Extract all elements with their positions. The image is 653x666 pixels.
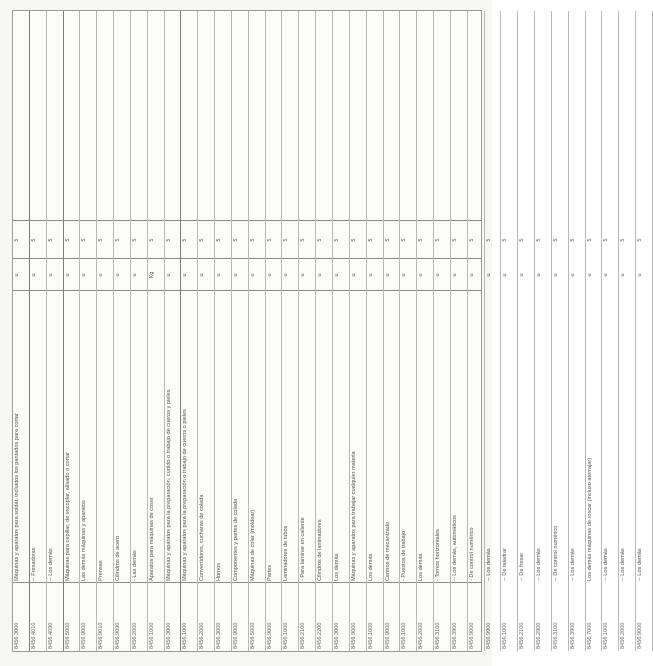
duty-rate: 5 [81, 238, 88, 242]
duty-rate: 5 [30, 238, 37, 242]
unit-of-measure: u [199, 273, 206, 277]
blank-cell [367, 11, 383, 221]
table-row [552, 11, 569, 651]
tariff-code: 8456.1000 [401, 622, 408, 649]
unit-of-measure: u [502, 273, 509, 277]
unit-of-measure: u [249, 273, 256, 277]
unit-of-measure: u [98, 273, 105, 277]
blank-cell [30, 11, 46, 221]
tariff-code: 8456.4010 [30, 622, 37, 649]
blank-cell [619, 11, 635, 221]
table-row [619, 11, 636, 651]
item-description: - Tornos horizontales [435, 529, 442, 581]
blank-cell [350, 11, 366, 221]
table-row [249, 11, 266, 651]
table-row [518, 11, 535, 651]
table-row [434, 11, 451, 651]
tariff-code: 8456.9900 [485, 622, 492, 649]
tariff-code: 8456.9000 [384, 622, 391, 649]
table-row [114, 11, 131, 651]
tariff-code: 8456.1000 [182, 622, 189, 649]
tariff-code: 8456.3000 [334, 622, 340, 649]
duty-rate: 5 [165, 238, 172, 242]
blank-cell [636, 11, 652, 221]
blank-cell [552, 11, 568, 221]
duty-rate: 5 [384, 238, 391, 242]
item-description: -- Los demás [603, 548, 610, 581]
item-description: - Puestos de trabajo [401, 530, 408, 581]
blank-cell [198, 11, 214, 221]
duty-rate: 5 [485, 238, 492, 242]
tariff-table [12, 10, 644, 652]
unit-of-measure: Kg [148, 271, 155, 279]
tariff-code: 8456.2100 [300, 622, 307, 649]
duty-rate: 5 [350, 238, 357, 242]
blank-cell [232, 11, 248, 221]
table-row [232, 11, 249, 651]
item-description: -- Los demás [569, 548, 576, 581]
duty-rate: 5 [418, 238, 425, 242]
item-description: Las demás máquinas y aparatos [81, 500, 88, 581]
tariff-code: 8456.5000 [64, 622, 71, 649]
table-row [333, 11, 350, 651]
unit-of-measure: u [165, 273, 172, 277]
blank-cell [384, 11, 400, 221]
unit-of-measure: u [620, 273, 627, 277]
table-row [636, 11, 653, 651]
item-description: Convertidores, cucharas de colada [199, 494, 206, 581]
unit-of-measure: u [367, 273, 374, 277]
blank-cell [80, 11, 96, 221]
table-row [181, 11, 198, 651]
duty-rate: 5 [47, 238, 54, 242]
item-description: Los demás [418, 553, 425, 581]
tariff-code: 8456.2100 [519, 622, 526, 649]
duty-rate: 5 [569, 238, 576, 242]
unit-of-measure: u [266, 273, 273, 277]
item-description: Los demás [367, 553, 374, 581]
blank-cell [434, 11, 450, 221]
duty-rate: 5 [232, 238, 239, 242]
unit-of-measure: u [401, 273, 408, 277]
table-row [215, 11, 232, 651]
blank-cell [64, 11, 80, 221]
unit-of-measure: u [350, 273, 357, 277]
unit-of-measure: u [384, 273, 391, 277]
blank-cell [47, 11, 63, 221]
tariff-code: 8456.1000 [502, 622, 509, 649]
item-description: Cilindros de laminadores [317, 519, 324, 581]
tariff-code: 8456.9000 [232, 622, 239, 649]
unit-of-measure: u [30, 273, 37, 277]
item-description: -- Los demás [47, 548, 54, 581]
blank-cell [400, 11, 416, 221]
duty-rate: 5 [401, 238, 408, 242]
duty-rate: 5 [502, 238, 509, 242]
table-row [384, 11, 401, 651]
tariff-code: 8456.9000 [266, 622, 273, 649]
item-description: Los demás máquinas de roscar (incluso aterrajar) [586, 457, 593, 581]
item-description: Componentes y partes de colada [232, 498, 239, 581]
duty-rate: 5 [199, 238, 206, 242]
item-description: Cilindros de acero [115, 535, 122, 581]
tariff-code: 8456.3000 [216, 622, 223, 649]
unit-of-measure: u [519, 273, 526, 277]
tariff-code: 8456.2000 [620, 622, 627, 649]
blank-cell [586, 11, 602, 221]
table-row [350, 11, 367, 651]
duty-rate: 5 [98, 238, 105, 242]
tariff-code: 8456.9000 [468, 622, 475, 649]
item-description: Máquinas y aparatos para trabajar cualquier materia [350, 451, 357, 581]
duty-rate: 5 [620, 238, 627, 242]
unit-of-measure: u [418, 273, 425, 277]
duty-rate: 5 [637, 238, 644, 242]
duty-rate: 5 [519, 238, 526, 242]
unit-of-measure: u [603, 273, 610, 277]
table-row [299, 11, 316, 651]
duty-rate: 5 [182, 238, 189, 242]
tariff-code: 8456.4090 [47, 622, 54, 649]
table-row [400, 11, 417, 651]
item-description: Máquinas y aparatos para la preparación, curtido o trabajo de cueros y pieles [165, 389, 172, 581]
blank-cell [316, 11, 332, 221]
duty-rate: 5 [317, 238, 324, 242]
tariff-code: 8456.9000 [81, 622, 88, 649]
duty-rate: 5 [367, 238, 374, 242]
item-description: Máquinas y aparatos para la preparación o trabajo de cueros o pieles [182, 409, 189, 581]
blank-cell [333, 11, 349, 221]
item-description: -- Los demás [637, 548, 644, 581]
item-description: Centros de mecanizado [384, 521, 391, 581]
table-row [316, 11, 333, 651]
item-description: -- Fresadoras [30, 547, 37, 581]
item-description: Hornos [216, 562, 223, 581]
duty-rate: 5 [334, 238, 340, 242]
item-description: -- De taladrar [502, 548, 509, 581]
item-description: - De control numérico [468, 527, 475, 581]
tariff-code: 8456.2000 [199, 622, 206, 649]
duty-rate: 5 [64, 238, 71, 242]
blank-cell [165, 11, 181, 221]
unit-of-measure: u [81, 273, 88, 277]
unit-of-measure: u [637, 273, 644, 277]
unit-of-measure: u [485, 273, 492, 277]
tariff-code: 8456.9010 [98, 622, 105, 649]
unit-of-measure: u [182, 273, 189, 277]
item-description: -- De control numérico [552, 525, 559, 581]
tariff-code: 8456.1000 [603, 622, 610, 649]
blank-cell [181, 11, 197, 221]
duty-rate: 5 [283, 238, 290, 242]
item-description: Aparatos para máquinas de coser [148, 497, 155, 581]
blank-cell [569, 11, 585, 221]
duty-rate: 5 [536, 238, 543, 242]
duty-rate: 5 [266, 238, 273, 242]
duty-rate: 5 [216, 238, 223, 242]
tariff-code: 8456.2000 [131, 622, 138, 649]
blank-cell [249, 11, 265, 221]
table-row [451, 11, 468, 651]
unit-of-measure: u [232, 273, 239, 277]
blank-cell [417, 11, 433, 221]
table-row [586, 11, 603, 651]
duty-rate: 5 [586, 238, 593, 242]
unit-of-measure: u [552, 273, 559, 277]
item-description: -- Los demás [620, 548, 627, 581]
tariff-code: 8456.3100 [435, 622, 442, 649]
item-description: -- De fresar [519, 552, 526, 581]
tariff-code: 8456.1000 [283, 622, 290, 649]
item-description: Los demás [334, 553, 340, 581]
table-row [148, 11, 165, 651]
blank-cell [282, 11, 298, 221]
unit-of-measure: u [300, 273, 307, 277]
unit-of-measure: u [131, 273, 138, 277]
duty-rate: 5 [115, 238, 122, 242]
duty-rate: 5 [300, 238, 307, 242]
table-row [485, 11, 502, 651]
item-description: Máquinas y aparatos para soldar, incluidos los pantados para cortar [14, 413, 20, 581]
duty-rate: 5 [451, 238, 458, 242]
unit-of-measure: u [216, 273, 223, 277]
duty-rate: 5 [552, 238, 559, 242]
unit-of-measure: u [468, 273, 475, 277]
blank-cell [114, 11, 130, 221]
item-description: -- Los demás, automáticos [451, 515, 458, 581]
tariff-code: 8456.3000 [14, 622, 20, 649]
blank-cell [97, 11, 113, 221]
table-row [367, 11, 384, 651]
blank-cell [266, 11, 282, 221]
item-description: -- Los demás [485, 548, 492, 581]
tariff-code: 8456.3900 [451, 622, 458, 649]
unit-of-measure: u [283, 273, 290, 277]
blank-cell [148, 11, 164, 221]
item-description: - Para laminar en caliente [300, 517, 307, 581]
unit-of-measure: u [435, 273, 442, 277]
item-description: Máquinas de colar (moldear) [249, 509, 256, 581]
table-row [198, 11, 215, 651]
item-description: -- Los demás [536, 548, 543, 581]
tariff-code: 8456.3100 [552, 622, 559, 649]
blank-cell [131, 11, 147, 221]
unit-of-measure: u [569, 273, 576, 277]
table-row [569, 11, 586, 651]
tariff-code: 8456.7000 [586, 622, 593, 649]
blank-cell [485, 11, 501, 221]
tariff-code: 8456.9090 [115, 622, 122, 649]
tariff-code: 8456.2900 [536, 622, 543, 649]
tariff-code: 8456.2200 [317, 622, 324, 649]
unit-of-measure: u [334, 273, 340, 277]
tariff-code: 8456.9000 [350, 622, 357, 649]
item-description: Máquinas para cepillar, de escoplar, alisado o cortar [64, 451, 71, 581]
duty-rate: 5 [468, 238, 475, 242]
unit-of-measure: u [47, 273, 54, 277]
duty-rate: 5 [148, 238, 155, 242]
unit-of-measure: u [586, 273, 593, 277]
blank-cell [215, 11, 231, 221]
table-row [535, 11, 552, 651]
item-description: Laminadores de tubos [283, 525, 290, 581]
table-row [131, 11, 148, 651]
blank-cell [451, 11, 467, 221]
table-row [468, 11, 485, 651]
unit-of-measure: u [451, 273, 458, 277]
tariff-code: 8456.2000 [418, 622, 425, 649]
unit-of-measure: u [64, 273, 71, 277]
blank-cell [13, 11, 29, 221]
blank-cell [602, 11, 618, 221]
blank-cell [299, 11, 315, 221]
item-description: - Las demás [131, 550, 138, 581]
table-row [282, 11, 299, 651]
duty-rate: 5 [603, 238, 610, 242]
tariff-code: 8456.5000 [249, 622, 256, 649]
table-row [13, 11, 30, 651]
blank-cell [468, 11, 484, 221]
tariff-code: 8456.1000 [148, 622, 155, 649]
table-row [80, 11, 97, 651]
table-row [97, 11, 114, 651]
tariff-code: 8456.3000 [165, 622, 172, 649]
unit-of-measure: u [536, 273, 543, 277]
blank-cell [501, 11, 517, 221]
item-description: Partes [266, 564, 273, 581]
unit-of-measure: u [317, 273, 324, 277]
blank-cell [518, 11, 534, 221]
duty-rate: 5 [435, 238, 442, 242]
table-row [64, 11, 81, 651]
duty-rate: 5 [131, 238, 138, 242]
table-row [501, 11, 518, 651]
table-row [266, 11, 283, 651]
duty-rate: 5 [14, 238, 20, 242]
table-row [602, 11, 619, 651]
table-row [165, 11, 182, 651]
table-row [30, 11, 47, 651]
blank-cell [535, 11, 551, 221]
unit-of-measure: u [115, 273, 122, 277]
unit-of-measure: u [14, 273, 20, 277]
table-row [417, 11, 434, 651]
duty-rate: 5 [249, 238, 256, 242]
item-description: Prensas [98, 560, 105, 581]
table-row [47, 11, 64, 651]
tariff-code: 8456.3900 [569, 622, 576, 649]
tariff-code: 8456.9000 [637, 622, 644, 649]
tariff-code: 8456.1000 [367, 622, 374, 649]
